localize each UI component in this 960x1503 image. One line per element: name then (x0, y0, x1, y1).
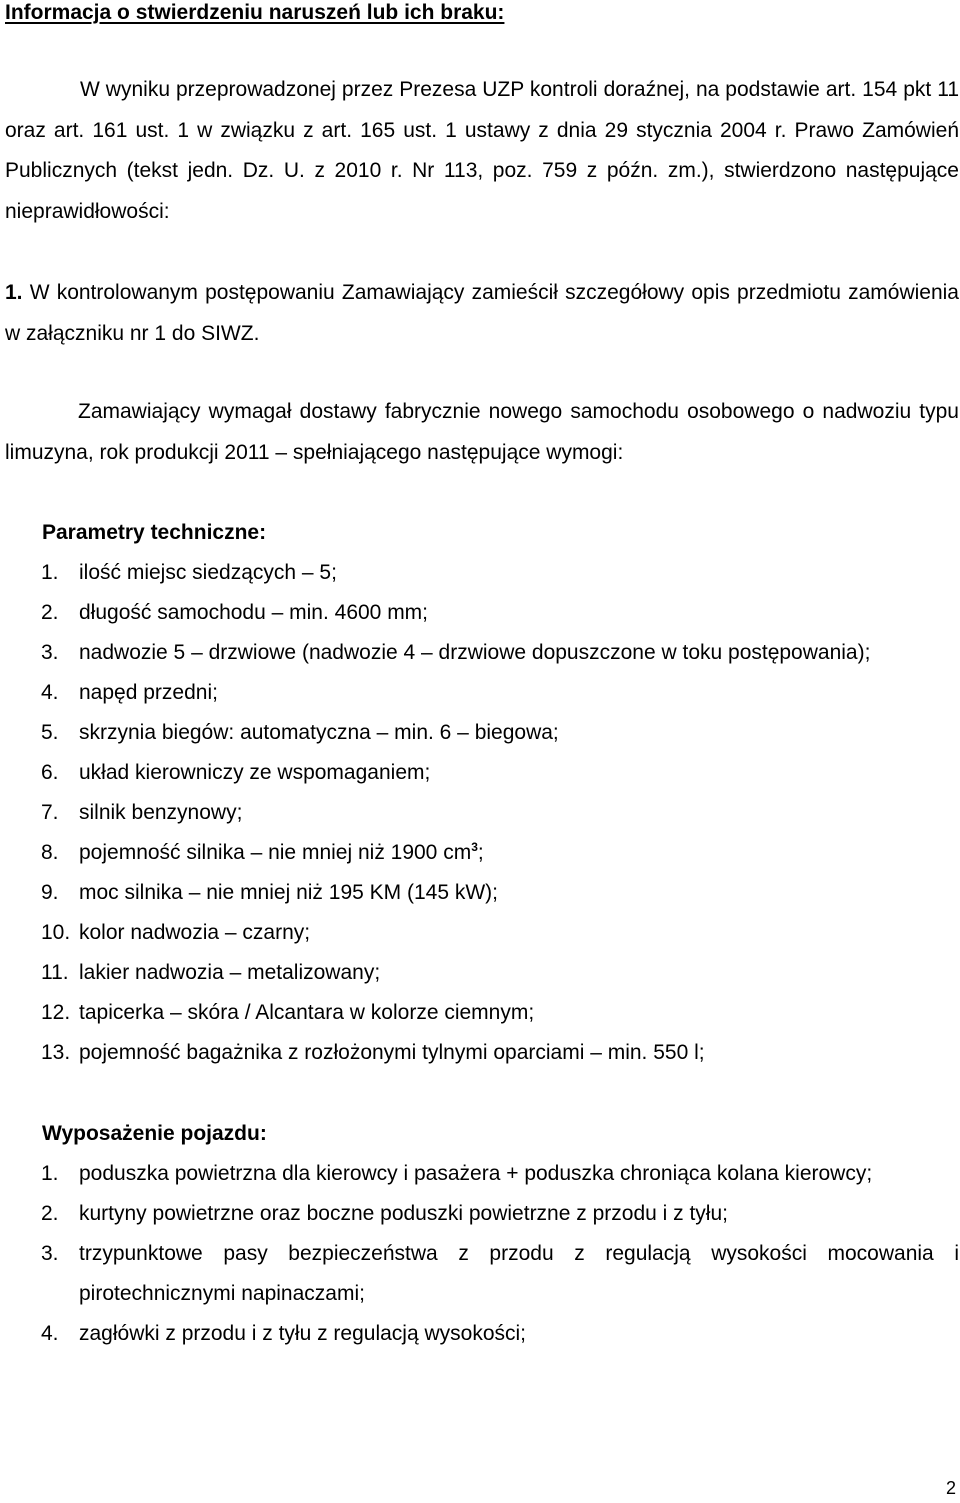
list-item (41, 1314, 959, 1354)
item-number: 3. (41, 641, 59, 664)
item-text (79, 833, 959, 873)
item-text: kurtyny powietrzne oraz boczne poduszki powietrzne z przodu i z tyłu; (79, 1202, 728, 1225)
item-number: 3. (41, 1242, 59, 1265)
item-number: 1. (41, 561, 59, 584)
item-number: 2. (41, 601, 59, 624)
item-number: 13. (41, 1041, 71, 1064)
item-number: 8. (41, 841, 59, 864)
item-text: trzypunktowe pasy bezpieczeństwa z przodu z regulacją wysokości mocowania i pirotechnicznymi napinaczami; (79, 1242, 959, 1305)
requirements-paragraph: Zamawiający wymagał dostawy fabrycznie nowego samochodu osobowego o nadwoziu typu limuzyna, rok produkcji 2011 – spełniającego następujące wymogi: (5, 400, 959, 464)
list-item (41, 553, 959, 593)
list-item (41, 673, 959, 713)
parameters-heading: Parametry techniczne: (42, 521, 267, 544)
list-item (41, 1234, 959, 1314)
item-text: zagłówki z przodu i z tyłu z regulacją wysokości; (79, 1322, 527, 1345)
item-number: 7. (41, 801, 59, 824)
page-number: 2 (945, 1478, 956, 1498)
list-item (41, 1033, 959, 1073)
finding-point-number: 1. (5, 281, 23, 304)
item-number: 4. (41, 1322, 59, 1345)
item-text-main: pojemność silnika – nie mniej niż 1900 cm (79, 841, 472, 864)
list-item (41, 833, 959, 873)
item-number: 12. (41, 1001, 71, 1024)
item-number: 4. (41, 681, 59, 704)
item-text-end: ; (477, 841, 484, 864)
item-number: 5. (41, 721, 59, 744)
finding-point-1 (5, 273, 959, 354)
item-number: 9. (41, 881, 59, 904)
item-number: 6. (41, 761, 59, 784)
list-item (41, 793, 959, 833)
list-item (41, 753, 959, 793)
list-item (41, 593, 959, 633)
superscript-exponent: 3 (471, 840, 478, 854)
item-text: ilość miejsc siedzących – 5; (79, 561, 337, 584)
item-text: nadwozie 5 – drzwiowe (nadwozie 4 – drzwiowe dopuszczone w toku postępowania); (79, 641, 871, 664)
page-title: Informacja o stwierdzeniu naruszeń lub ich braku: (5, 1, 505, 24)
list-item (41, 1154, 959, 1194)
list-item (41, 953, 959, 993)
list-item (41, 633, 959, 673)
item-text: napęd przedni; (79, 681, 218, 704)
item-text: lakier nadwozia – metalizowany; (79, 961, 381, 984)
list-item (41, 913, 959, 953)
item-number: 10. (41, 921, 71, 944)
item-number: 11. (41, 961, 69, 984)
item-text: skrzynia biegów: automatyczna – min. 6 – biegowa; (79, 721, 559, 744)
list-item (41, 713, 959, 753)
item-text: długość samochodu – min. 4600 mm; (79, 601, 429, 624)
item-text: układ kierowniczy ze wspomaganiem; (79, 761, 431, 784)
item-number: 2. (41, 1202, 59, 1225)
item-text: poduszka powietrzna dla kierowcy i pasażera + poduszka chroniąca kolana kierowcy; (79, 1162, 873, 1185)
item-number: 1. (41, 1162, 59, 1185)
equipment-list (41, 1154, 959, 1354)
intro-paragraph: W wyniku przeprowadzonej przez Prezesa UZP kontroli doraźnej, na podstawie art. 154 pkt 11 oraz art. 161 ust. 1 w związku z art. 165 ust. 1 ustawy z dnia 29 stycznia 2004 r. Prawo Zamówień Publicznych (tekst jedn. Dz. U. z 2010 r. Nr 113, poz. 759 z późn. zm.), stwierdzono następujące nieprawidłowości: (5, 78, 959, 223)
item-text: pojemność bagażnika z rozłożonymi tylnymi oparciami – min. 550 l; (79, 1041, 705, 1064)
item-text: silnik benzynowy; (79, 801, 243, 824)
parameters-list (41, 553, 959, 1073)
item-text: moc silnika – nie mniej niż 195 KM (145 kW); (79, 881, 498, 904)
finding-point-text: W kontrolowanym postępowaniu Zamawiający zamieścił szczegółowy opis przedmiotu zamówienia w załączniku nr 1 do SIWZ. (5, 281, 959, 345)
list-item (41, 873, 959, 913)
equipment-heading: Wyposażenie pojazdu: (42, 1122, 267, 1145)
list-item (41, 1194, 959, 1234)
item-text: tapicerka – skóra / Alcantara w kolorze ciemnym; (79, 1001, 535, 1024)
item-text: kolor nadwozia – czarny; (79, 921, 311, 944)
list-item (41, 993, 959, 1033)
